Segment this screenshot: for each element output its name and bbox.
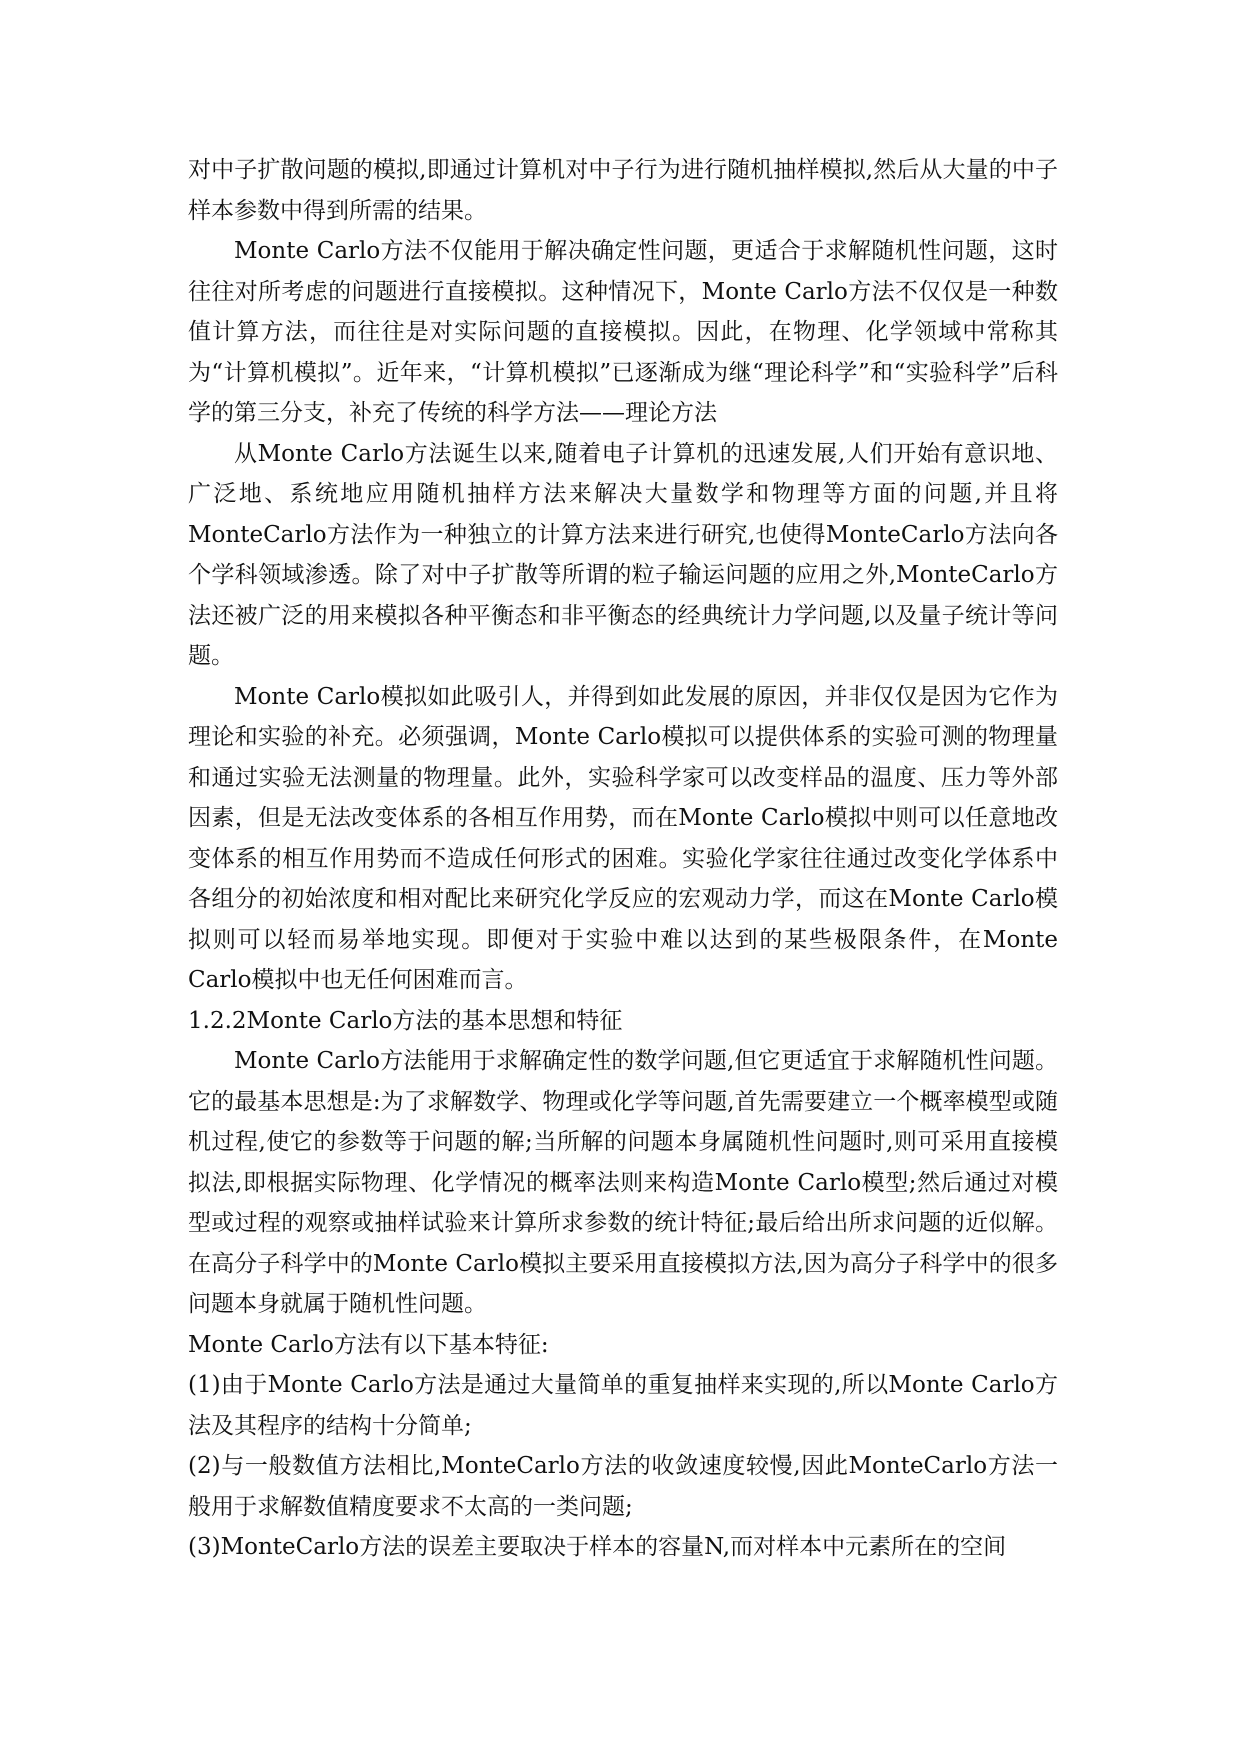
paragraph-2: Monte Carlo方法不仅能用于解决确定性问题，更适合于求解随机性问题，这时往往对所考虑的问题进行直接模拟。这种情况下，Monte Carlo方法不仅仅是一种数值计算方法，而往往是对实际问题的直接模拟。因此，在物理、化学领域中常称其为“计算机模拟”。近年来，“计算机模拟”已逐渐成为继“理论科学”和“实验科学”后科学的第三分支，补充了传统的科学方法——理论方法 <box>188 238 1058 426</box>
section-heading: 1.2.2Monte Carlo方法的基本思想和特征 <box>188 1007 623 1034</box>
paragraph-5: Monte Carlo方法能用于求解确定性的数学问题,但它更适宜于求解随机性问题。它的最基本思想是:为了求解数学、物理或化学等问题,首先需要建立一个概率模型或随机过程,使它的参数等于问题的解;当所解的问题本身属随机性问题时,则可采用直接模拟法,即根据实际物理、化学情况的概率法则来构造Monte Carlo模型;然后通过对模型或过程的观察或抽样试验来计算所求参数的统计特征;最后给出所求问题的近似解。在高分子科学中的Monte Carlo模拟主要采用直接模拟方法,因为高分子科学中的很多问题本身就属于随机性问题。 <box>188 1048 1058 1317</box>
document-page <box>188 150 1058 1568</box>
list-item-1: (1)由于Monte Carlo方法是通过大量简单的重复抽样来实现的,所以Monte Carlo方法及其程序的结构十分简单; <box>188 1372 1058 1439</box>
list-item-3: (3)MonteCarlo方法的误差主要取决于样本的容量N,而对样本中元素所在的空间 <box>188 1534 1007 1560</box>
paragraph-4: Monte Carlo模拟如此吸引人，并得到如此发展的原因，并非仅仅是因为它作为理论和实验的补充。必须强调，Monte Carlo模拟可以提供体系的实验可测的物理量和通过实验无法测量的物理量。此外，实验科学家可以改变样品的温度、压力等外部因素，但是无法改变体系的各相互作用势，而在Monte Carlo模拟中则可以任意地改变体系的相互作用势而不造成任何形式的困难。实验化学家往往通过改变化学体系中各组分的初始浓度和相对配比来研究化学反应的宏观动力学，而这在Monte Carlo模拟则可以轻而易举地实现。即便对于实验中难以达到的某些极限条件，在Monte Carlo模拟中也无任何困难而言。 <box>188 683 1058 993</box>
list-item-2: (2)与一般数值方法相比,MonteCarlo方法的收敛速度较慢,因此MonteCarlo方法一般用于求解数值精度要求不太高的一类问题; <box>188 1453 1058 1520</box>
paragraph-3: 从Monte Carlo方法诞生以来,随着电子计算机的迅速发展,人们开始有意识地、广泛地、系统地应用随机抽样方法来解决大量数学和物理等方面的问题,并且将MonteCarlo方法作为一种独立的计算方法来进行研究,也使得MonteCarlo方法向各个学科领域渗透。除了对中子扩散等所谓的粒子输运问题的应用之外,MonteCarlo方法还被广泛的用来模拟各种平衡态和非平衡态的经典统计力学问题,以及量子统计等问题。 <box>188 440 1058 669</box>
paragraph-6: Monte Carlo方法有以下基本特征: <box>188 1331 549 1358</box>
paragraph-1: 对中子扩散问题的模拟,即通过计算机对中子行为进行随机抽样模拟,然后从大量的中子样本参数中得到所需的结果。 <box>188 157 1058 224</box>
